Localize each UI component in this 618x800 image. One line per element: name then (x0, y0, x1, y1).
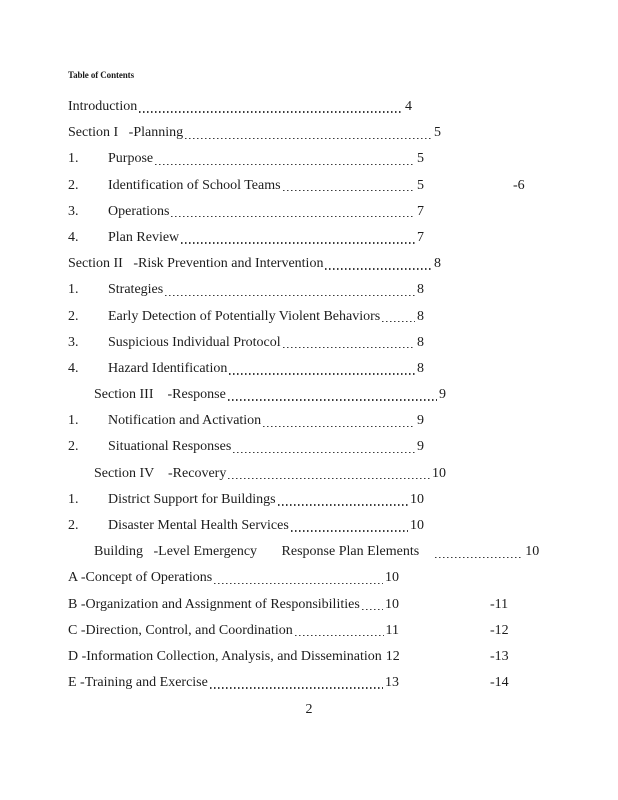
toc-row-number: 2. (68, 308, 79, 324)
toc-row-main (68, 644, 399, 670)
toc-row-page: 12 (385, 648, 400, 664)
toc-row (68, 618, 618, 644)
dot-leader (171, 216, 415, 217)
dot-leader (278, 504, 408, 505)
toc-row (68, 513, 618, 539)
dot-leader (181, 242, 415, 243)
toc-row-main (68, 120, 441, 146)
toc-row-page: 8 (434, 256, 441, 272)
toc-row (68, 304, 618, 330)
toc-row-number: 1. (68, 413, 79, 429)
toc-list (68, 94, 618, 696)
toc-row-number: 3. (68, 203, 79, 219)
toc-row-main (68, 539, 540, 565)
toc-row (68, 173, 618, 199)
toc-row-label: Notification and Activation (108, 413, 262, 429)
toc-row-main (68, 94, 412, 120)
toc-row-page: 10 (410, 491, 424, 507)
toc-row-label: Purpose (108, 151, 154, 167)
toc-row (68, 382, 618, 408)
toc-row (68, 330, 618, 356)
toc-row-label: A -Concept of Operations (68, 570, 213, 586)
toc-row-page: 10 (410, 518, 424, 533)
toc-row-page: 10 (525, 544, 540, 560)
toc-row-number: 2. (68, 177, 79, 193)
toc-row-page: 9 (417, 439, 424, 455)
toc-row-main (68, 513, 424, 539)
toc-row-page: 8 (417, 334, 424, 350)
toc-row-main (68, 146, 424, 172)
toc-row (68, 670, 618, 696)
dot-leader (362, 609, 383, 610)
toc-row-label: Building -Level Emergency Response Plan Elements (94, 544, 420, 560)
toc-row-main (68, 277, 424, 303)
toc-row-page: 9 (439, 387, 446, 403)
toc-row-page: 4 (405, 99, 412, 114)
dot-leader (291, 530, 408, 531)
toc-row-page: 7 (417, 229, 424, 245)
toc-row-page: 13 (385, 675, 399, 691)
toc-row (68, 487, 618, 513)
toc-row-label: D -Information Collection, Analysis, and Dissemination (68, 648, 382, 664)
toc-row-label: Disaster Mental Health Services (108, 518, 289, 533)
toc-row-main (68, 199, 424, 225)
toc-row (68, 251, 618, 277)
toc-row-main (68, 565, 399, 591)
dot-leader (214, 583, 383, 584)
toc-row-label: Identification of School Teams (108, 177, 281, 193)
toc-row-main (68, 304, 424, 330)
toc-row-number: 2. (68, 518, 79, 533)
toc-row-secondary-page: -6 (513, 177, 525, 193)
toc-row-label: Hazard Identification (108, 360, 228, 376)
toc-row-main (68, 382, 446, 408)
toc-row-main (68, 251, 441, 277)
toc-row-main (68, 434, 424, 460)
toc-row-main (68, 173, 424, 199)
toc-row (68, 225, 618, 251)
toc-row-main (68, 487, 424, 513)
toc-row-main (68, 618, 399, 644)
toc-row (68, 565, 618, 591)
toc-row-page: 7 (417, 203, 424, 219)
dot-leader (382, 321, 415, 322)
toc-row-number: 1. (68, 491, 79, 507)
toc-row-label: Section III -Response (94, 387, 226, 403)
toc-row-page: 8 (417, 308, 424, 324)
footer-page-number: 2 (305, 702, 313, 717)
toc-row-page: 5 (434, 125, 441, 141)
toc-row-label: Operations (108, 203, 170, 219)
toc-title: Table of Contents (68, 70, 134, 80)
toc-row-page: 10 (432, 465, 446, 481)
toc-row (68, 277, 618, 303)
toc-row (68, 539, 618, 565)
dot-leader (233, 452, 415, 453)
toc-row-label: Introduction (68, 99, 138, 114)
toc-row-secondary-page: -12 (490, 622, 509, 638)
toc-row (68, 461, 618, 487)
toc-row (68, 94, 618, 120)
toc-row-label: B -Organization and Assignment of Responsibilities (68, 596, 360, 612)
dot-leader (263, 426, 415, 427)
toc-row-secondary-page: -11 (490, 596, 509, 612)
dot-leader (185, 138, 432, 139)
toc-row-main (68, 592, 399, 618)
toc-row-page: 10 (385, 570, 399, 586)
dot-leader (210, 687, 383, 688)
toc-row-main (68, 461, 446, 487)
toc-row-label: Suspicious Individual Protocol (108, 334, 281, 350)
dot-leader (155, 164, 415, 165)
toc-row-page: 8 (417, 282, 424, 298)
toc-row-number: 2. (68, 439, 79, 455)
toc-row-number: 4. (68, 229, 79, 245)
toc-row (68, 120, 618, 146)
toc-row-page: 10 (385, 596, 399, 612)
toc-row (68, 356, 618, 382)
dot-leader (295, 635, 384, 636)
toc-row-number: 4. (68, 360, 79, 376)
toc-row-label: C -Direction, Control, and Coordination (68, 622, 293, 638)
toc-row-page: 5 (417, 177, 424, 193)
toc-row-number: 1. (68, 282, 79, 298)
toc-row-page: 9 (417, 413, 424, 429)
dot-leader (283, 347, 415, 348)
toc-row-label: Strategies (108, 282, 164, 298)
dot-leader (165, 295, 415, 296)
toc-row-label: Section I -Planning (68, 125, 184, 141)
toc-row-page: 11 (385, 622, 399, 638)
dot-leader (228, 478, 430, 479)
toc-row-main (68, 408, 424, 434)
toc-row-label: E -Training and Exercise (68, 675, 208, 691)
dot-leader (283, 190, 415, 191)
toc-row (68, 434, 618, 460)
toc-row-label: Section II -Risk Prevention and Intervention (68, 256, 324, 272)
toc-row-page: 5 (417, 151, 424, 167)
toc-row-main (68, 330, 424, 356)
toc-row-page: 8 (417, 360, 424, 376)
toc-row-label: Section IV -Recovery (94, 465, 227, 481)
toc-row-label: Plan Review (108, 229, 180, 245)
toc-row (68, 592, 618, 618)
toc-row-main (68, 670, 399, 696)
toc-row (68, 644, 618, 670)
dot-leader (325, 268, 432, 269)
toc-row (68, 408, 618, 434)
dot-leader (228, 399, 437, 400)
dot-leader (139, 111, 403, 112)
toc-row (68, 146, 618, 172)
toc-row-main (68, 225, 424, 251)
toc-row-secondary-page: -14 (490, 675, 509, 691)
toc-row-label: Situational Responses (108, 439, 232, 455)
toc-row-label: District Support for Buildings (108, 491, 276, 507)
toc-row-label: Early Detection of Potentially Violent Behaviors (108, 308, 381, 324)
toc-row (68, 199, 618, 225)
toc-row-main (68, 356, 424, 382)
dot-leader (229, 373, 415, 374)
toc-row-secondary-page: -13 (490, 648, 509, 664)
toc-row-number: 1. (68, 151, 79, 167)
dot-leader (435, 557, 523, 558)
toc-row-number: 3. (68, 334, 79, 350)
